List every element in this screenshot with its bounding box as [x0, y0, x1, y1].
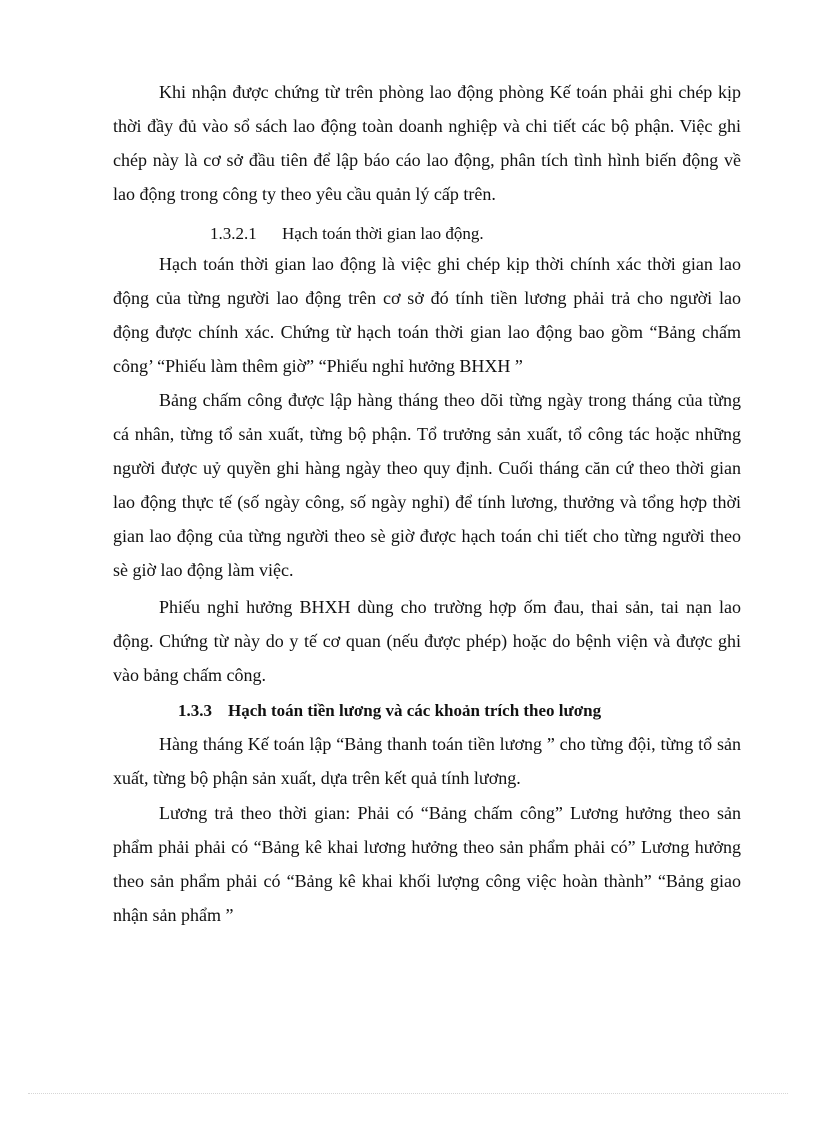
section-title: Hạch toán tiền lương và các khoản trích theo lương: [228, 701, 602, 720]
page-bottom-divider: [28, 1093, 788, 1094]
paragraph-time-based-pay: Lương trả theo thời gian: Phải có “Bảng chấm công” Lương hưởng theo sản phẩm phải phải có “Bảng kê khai lương hưởng theo sản phẩm phải có” Lương hưởng theo sản phẩm phải có “Bảng kê khai khối lượng công việc hoàn thành” “Bảng giao nhận sản phẩm ”: [113, 803, 741, 925]
paragraph-timesheet: Bảng chấm công được lập hàng tháng theo dõi từng ngày trong tháng của từng cá nhân, từng tổ sản xuất, từng bộ phận. Tổ trưởng sản xuất, tổ công tác hoặc những người được uỷ quyền ghi hàng ngày theo quy định. Cuối tháng căn cứ theo thời gian lao động thực tế (số ngày công, số ngày nghỉ) để tính lương, thưởng và tổng hợp thời gian lao động của từng người theo sè giờ được hạch toán chi tiết cho từng người theo sè giờ lao động làm việc.: [113, 390, 741, 580]
section-title: Hạch toán thời gian lao động.: [282, 224, 484, 243]
paragraph-payroll-sheet: Hàng tháng Kế toán lập “Bảng thanh toán tiền lương ” cho từng đội, từng tổ sản xuất, từng bộ phận sản xuất, dựa trên kết quả tính lương.: [113, 734, 741, 788]
section-heading-1-3-3: [178, 695, 601, 727]
section-number: 1.3.3: [178, 701, 212, 720]
paragraph-sick-leave: Phiếu nghỉ hưởng BHXH dùng cho trường hợp ốm đau, thai sản, tai nạn lao động. Chứng từ này do y tế cơ quan (nếu được phép) hoặc do bệnh viện và được ghi vào bảng chấm công.: [113, 597, 741, 685]
paragraph-record-keeping: Khi nhận được chứng từ trên phòng lao động phòng Kế toán phải ghi chép kịp thời đầy đủ vào sổ sách lao động toàn doanh nghiệp và chi tiết các bộ phận. Việc ghi chép này là cơ sở đầu tiên để lập báo cáo lao động, phân tích tình hình biến động về lao động trong công ty theo yêu cầu quản lý cấp trên.: [113, 82, 741, 204]
section-number: 1.3.2.1: [210, 224, 257, 243]
paragraph-time-accounting: Hạch toán thời gian lao động là việc ghi chép kịp thời chính xác thời gian lao động của từng người lao động trên cơ sở đó tính tiền lương phải trả cho người lao động được chính xác. Chứng từ hạch toán thời gian lao động bao gồm “Bảng chấm công’ “Phiếu làm thêm giờ” “Phiếu nghỉ hưởng BHXH ”: [113, 254, 741, 376]
section-heading-1-3-2-1: [210, 219, 484, 249]
